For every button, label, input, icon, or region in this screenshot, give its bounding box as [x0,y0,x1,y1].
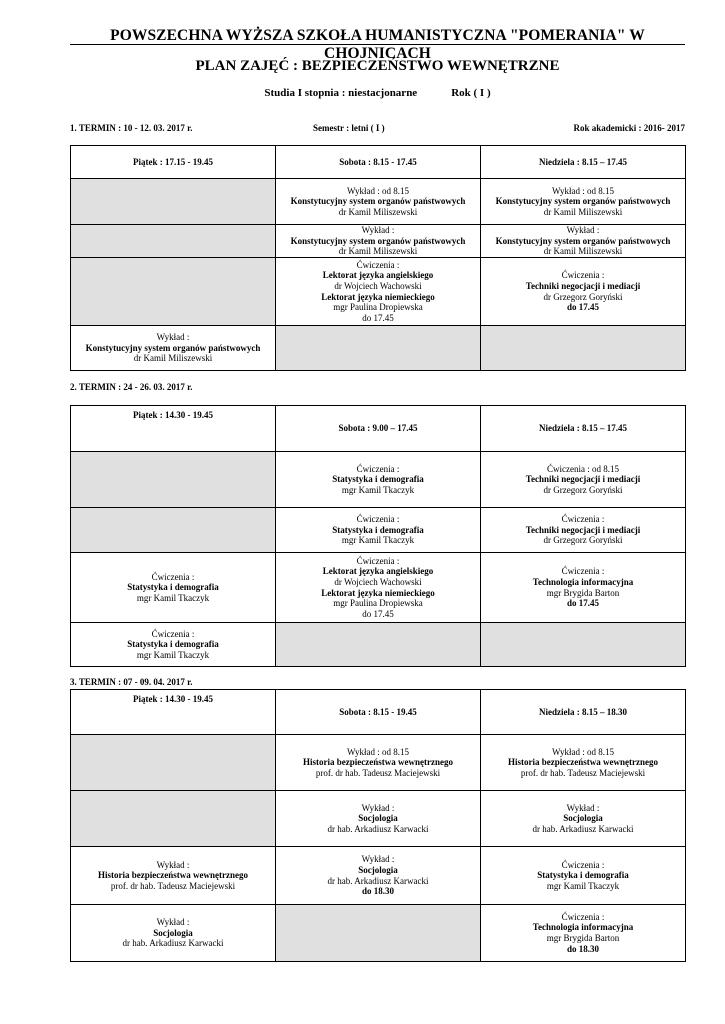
school-name: POWSZECHNA WYŻSZA SZKOŁA HUMANISTYCZNA "POMERANIA" W CHOJNICACH [110,27,645,62]
empty-slot [276,905,481,962]
day-header: Sobota : 8.15 - 17.45 [276,146,481,179]
course-name: Konstytucyjny system organów państwowych [85,342,261,353]
day-header: Sobota : 8.15 - 19.45 [276,690,481,735]
slot-line: Wykład : od 8.15 [552,746,614,757]
study-year: Rok ( I ) [451,87,491,99]
day-header: Piątek : 17.15 - 19.45 [71,146,276,179]
course-name: Konstytucyjny system organów państwowych [495,235,671,246]
empty-slot [71,791,276,847]
empty-slot [71,258,276,326]
course-name: Socjologia [358,864,398,875]
class-slot [276,553,481,623]
day-header: Sobota : 9.00 – 17.45 [276,406,481,452]
slot-line: prof. dr hab. Tadeusz Maciejewski [520,767,646,778]
slot-line: dr Kamil Miliszewski [338,206,418,217]
class-slot [481,791,686,847]
schedule-row [71,847,686,905]
slot-line: Ćwiczenia : [561,566,605,577]
slot-line: Ćwiczenia : [561,270,605,281]
day-header-row [71,146,686,179]
class-slot [71,847,276,905]
slot-line: dr Grzegorz Goryński [543,535,623,546]
course-name: Konstytucyjny system organów państwowych [290,196,466,207]
class-slot [481,225,686,258]
course-name: do 18.30 [361,886,394,897]
course-name: Statystyka i demografia [127,582,219,593]
slot-line: mgr Kamil Tkaczyk [341,484,415,495]
slot-line: Wykład : od 8.15 [552,185,614,196]
class-slot [276,258,481,326]
slot-line: dr Kamil Miliszewski [543,206,623,217]
slot-line: mgr Brygida Barton [546,587,620,598]
slot-line: dr Wojciech Wachowski [334,576,422,587]
slot-line: mgr Kamil Tkaczyk [546,880,620,891]
study-info [70,87,685,99]
term-label: 3. TERMIN : 07 - 09. 04. 2017 r. [70,677,193,687]
slot-line: Wykład : [361,225,395,236]
course-name: Technologia informacyjna [532,922,634,933]
slot-line: Ćwiczenia : [561,911,605,922]
class-slot [71,326,276,371]
class-slot [276,847,481,905]
schedule-row [71,179,686,225]
slot-line: Wykład : [156,332,190,343]
course-name: Technologia informacyjna [532,576,634,587]
schedule-row [71,905,686,962]
empty-slot [276,326,481,371]
day-header: Piątek : 14.30 - 19.45 [71,406,276,452]
slot-line: dr Grzegorz Goryński [543,484,623,495]
empty-slot [71,735,276,791]
academic-year-label: Rok akademicki : 2016- 2017 [573,123,685,133]
slot-line: Ćwiczenia : [561,859,605,870]
schedule-row [71,452,686,508]
course-name: Socjologia [563,813,603,824]
empty-slot [71,225,276,258]
slot-line: mgr Paulina Dropiewska [333,302,423,313]
course-name: Historia bezpieczeństwa wewnętrznego [98,870,248,881]
day-header: Piątek : 14.30 - 19.45 [71,690,276,735]
class-slot [481,847,686,905]
schedule-row [71,791,686,847]
slot-line: mgr Kamil Tkaczyk [136,592,210,603]
class-slot [481,508,686,553]
class-slot [276,508,481,553]
slot-line: Wykład : [156,917,190,928]
slot-line: Wykład : [566,225,600,236]
day-header-row [71,406,686,452]
class-slot [71,623,276,667]
schedule-row [71,623,686,667]
course-name: Statystyka i demografia [537,870,629,881]
slot-line: mgr Kamil Tkaczyk [341,535,415,546]
slot-line: dr Wojciech Wachowski [334,280,422,291]
day-header: Niedziela : 8.15 – 18.30 [481,690,686,735]
schedule-row [71,508,686,553]
slot-line: Ćwiczenia : [151,628,195,639]
empty-slot [71,508,276,553]
class-slot [481,258,686,326]
course-name: Statystyka i demografia [332,474,424,485]
slot-line: Ćwiczenia : [151,571,195,582]
course-name: Historia bezpieczeństwa wewnętrznego [508,757,658,768]
slot-line: Ćwiczenia : [561,514,605,525]
course-name: Socjologia [358,813,398,824]
slot-line: dr Kamil Miliszewski [543,246,623,257]
class-slot [276,735,481,791]
course-name: do 17.45 [566,598,599,609]
slot-line: dr Kamil Miliszewski [133,353,213,364]
slot-line: Ćwiczenia : [356,514,400,525]
slot-line: mgr Brygida Barton [546,933,620,943]
class-slot [481,452,686,508]
slot-line: Wykład : [361,854,395,865]
class-slot [481,553,686,623]
class-slot [71,553,276,623]
class-slot [276,791,481,847]
slot-line: Ćwiczenia : [356,259,400,270]
course-name: Lektorat języka niemieckiego [321,291,435,302]
empty-slot [276,623,481,667]
course-name: Techniki negocjacji i mediacji [525,524,641,535]
slot-line: dr hab. Arkadiusz Karwacki [327,875,429,886]
slot-line: prof. dr hab. Tadeusz Maciejewski [110,880,236,891]
header-divider [70,44,685,45]
schedule-table-term-2 [70,405,686,667]
plan-title: PLAN ZAJĘĆ : BEZPIECZEŃSTWO WEWNĘTRZNE [195,58,560,74]
term-label: 2. TERMIN : 24 - 26. 03. 2017 r. [70,382,193,392]
slot-line: dr Grzegorz Goryński [543,291,623,302]
course-name: Lektorat języka niemieckiego [321,587,435,598]
empty-slot [481,623,686,667]
study-mode: Studia I stopnia : niestacjonarne [264,87,418,99]
course-name: Konstytucyjny system organów państwowych [290,235,466,246]
schedule-row [71,735,686,791]
slot-line: dr Kamil Miliszewski [338,246,418,257]
slot-line: Ćwiczenia : [356,555,400,566]
schedule-table-term-3 [70,689,686,962]
class-slot [276,225,481,258]
meta-row [70,123,685,135]
course-name: Lektorat języka angielskiego [322,270,434,281]
semester-label: Semestr : letni ( I ) [313,123,385,133]
class-slot [71,905,276,962]
slot-line: dr hab. Arkadiusz Karwacki [327,823,429,834]
empty-slot [71,179,276,225]
course-name: Historia bezpieczeństwa wewnętrznego [303,757,453,768]
empty-slot [481,326,686,371]
course-name: do 17.45 [566,302,599,313]
course-name: Statystyka i demografia [127,639,219,650]
slot-line: mgr Paulina Dropiewska [333,598,423,609]
course-name: Socjologia [153,927,193,938]
first-term-label: 1. TERMIN : 10 - 12. 03. 2017 r. [70,123,193,133]
class-slot [481,179,686,225]
class-slot [481,735,686,791]
course-name: Lektorat języka angielskiego [322,566,434,577]
day-header: Niedziela : 8.15 – 17.45 [481,406,686,452]
slot-line: dr hab. Arkadiusz Karwacki [122,938,224,949]
schedule-table-term-1 [70,145,686,371]
schedule-row [71,326,686,371]
day-header: Niedziela : 8.15 – 17.45 [481,146,686,179]
slot-line: do 17.45 [362,608,394,619]
slot-line: Wykład : od 8.15 [347,185,409,196]
slot-line: Wykład : [361,802,395,813]
course-name: Techniki negocjacji i mediacji [525,474,641,485]
schedule-row [71,258,686,326]
slot-line: Wykład : od 8.15 [347,746,409,757]
empty-slot [71,452,276,508]
slot-line: do 17.45 [362,312,394,323]
day-header-row [71,690,686,735]
schedule-row [71,225,686,258]
course-name: Statystyka i demografia [332,524,424,535]
slot-line: Wykład : [566,802,600,813]
slot-line: Ćwiczenia : od 8.15 [547,463,619,474]
class-slot [276,452,481,508]
course-name: Techniki negocjacji i mediacji [525,280,641,291]
schedule-row [71,553,686,623]
slot-line: mgr Kamil Tkaczyk [136,649,210,660]
course-name: Konstytucyjny system organów państwowych [495,196,671,207]
slot-line: Wykład : [156,859,190,870]
class-slot [276,179,481,225]
class-slot [481,905,686,962]
slot-line: Ćwiczenia : [356,463,400,474]
slot-line: dr hab. Arkadiusz Karwacki [532,823,634,834]
slot-line: prof. dr hab. Tadeusz Maciejewski [315,767,441,778]
course-name: do 18.30 [566,943,599,954]
